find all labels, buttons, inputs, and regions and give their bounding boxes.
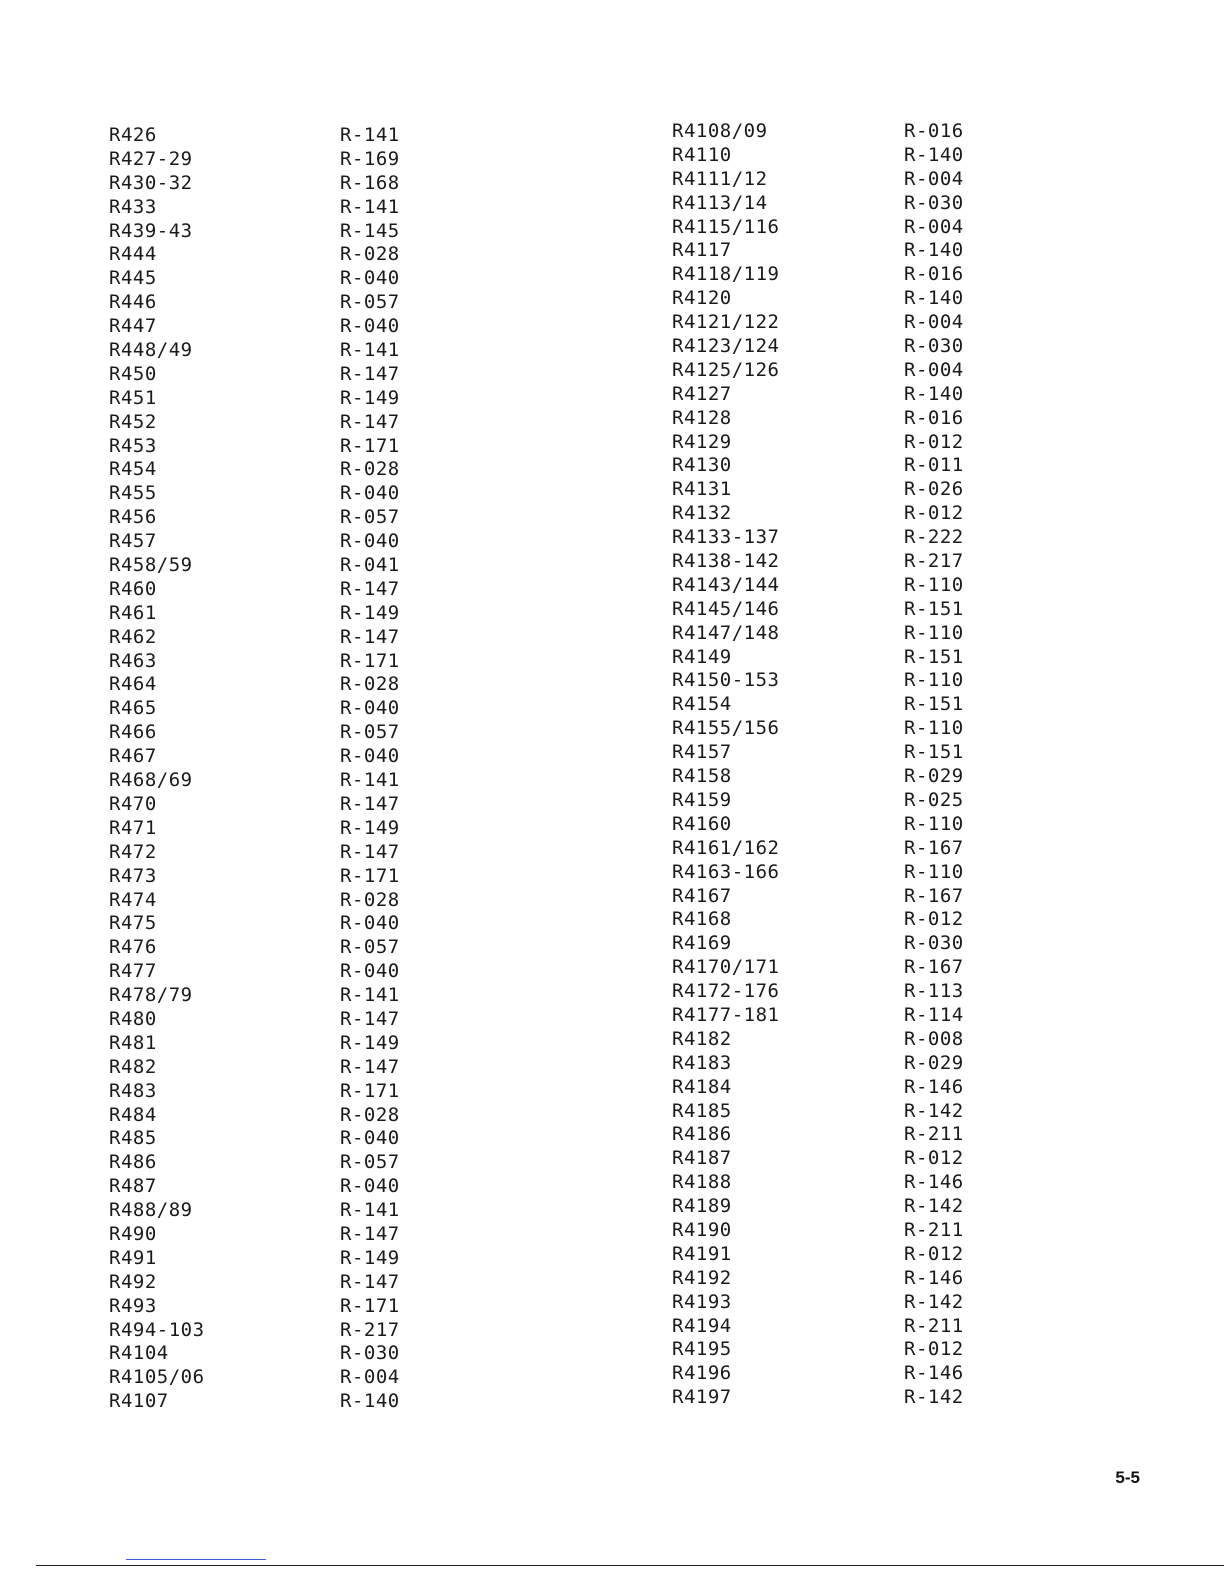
reference-designator: R430-32	[109, 171, 193, 194]
reference-designator: R4149	[672, 645, 732, 668]
part-number: R-211	[904, 1218, 964, 1241]
part-number: R-142	[904, 1099, 964, 1122]
reference-designator: R4125/126	[672, 358, 780, 381]
part-number: R-142	[904, 1290, 964, 1313]
reference-designator: R4177-181	[672, 1003, 780, 1026]
reference-designator: R4158	[672, 765, 732, 788]
part-number: R-147	[340, 1055, 400, 1078]
part-number: R-012	[904, 908, 964, 931]
reference-designator: R471	[109, 816, 157, 839]
part-number: R-110	[904, 669, 964, 692]
part-number: R-028	[340, 888, 400, 911]
reference-designator: R474	[109, 888, 157, 911]
part-number: R-168	[340, 171, 400, 194]
reference-designator: R4155/156	[672, 717, 780, 740]
part-number: R-141	[340, 195, 400, 218]
reference-designator: R4197	[672, 1386, 732, 1409]
reference-designator: R4191	[672, 1242, 732, 1265]
part-number: R-141	[340, 769, 400, 792]
reference-designator: R439-43	[109, 219, 193, 242]
part-number: R-151	[904, 693, 964, 716]
reference-designator: R447	[109, 315, 157, 338]
reference-designator: R467	[109, 745, 157, 768]
reference-designator: R4184	[672, 1075, 732, 1098]
part-number: R-171	[340, 864, 400, 887]
part-number: R-171	[340, 649, 400, 672]
reference-designator: R4105/06	[109, 1366, 205, 1389]
reference-designator: R475	[109, 912, 157, 935]
reference-designator: R4120	[672, 287, 732, 310]
reference-designator: R4172-176	[672, 980, 780, 1003]
reference-designator: R4183	[672, 1051, 732, 1074]
reference-designator: R485	[109, 1127, 157, 1150]
reference-designator: R4147/148	[672, 621, 780, 644]
part-number: R-057	[340, 936, 400, 959]
reference-designator: R483	[109, 1079, 157, 1102]
reference-designator: R4160	[672, 812, 732, 835]
part-number: R-040	[340, 960, 400, 983]
part-number: R-171	[340, 434, 400, 457]
reference-designator: R4192	[672, 1266, 732, 1289]
reference-designator: R4123/124	[672, 335, 780, 358]
part-number: R-016	[904, 120, 964, 142]
reference-designator: R4163-166	[672, 860, 780, 883]
part-number: R-004	[904, 167, 964, 190]
reference-designator: R4154	[672, 693, 732, 716]
reference-designator: R4150-153	[672, 669, 780, 692]
part-number: R-012	[904, 1242, 964, 1265]
reference-designator: R445	[109, 267, 157, 290]
part-number: R-146	[904, 1075, 964, 1098]
reference-designator: R470	[109, 792, 157, 815]
part-number: R-040	[340, 697, 400, 720]
part-number: R-110	[904, 717, 964, 740]
reference-designator: R465	[109, 697, 157, 720]
reference-designator: R4108/09	[672, 120, 768, 142]
part-number: R-167	[904, 884, 964, 907]
left-reference-column	[109, 124, 205, 1414]
reference-designator: R460	[109, 577, 157, 600]
part-number: R-004	[904, 358, 964, 381]
part-number: R-147	[340, 410, 400, 433]
part-number: R-149	[340, 1246, 400, 1269]
reference-designator: R4182	[672, 1027, 732, 1050]
reference-designator: R482	[109, 1055, 157, 1078]
reference-designator: R456	[109, 506, 157, 529]
part-number: R-016	[904, 406, 964, 429]
part-number: R-149	[340, 386, 400, 409]
reference-designator: R4138-142	[672, 550, 780, 573]
part-number: R-110	[904, 812, 964, 835]
reference-designator: R4188	[672, 1171, 732, 1194]
reference-designator: R4161/162	[672, 836, 780, 859]
part-number: R-147	[340, 792, 400, 815]
reference-designator: R4143/144	[672, 573, 780, 596]
reference-designator: R4127	[672, 382, 732, 405]
reference-designator: R493	[109, 1294, 157, 1317]
part-number: R-142	[904, 1195, 964, 1218]
reference-designator: R4121/122	[672, 311, 780, 334]
reference-designator: R4190	[672, 1218, 732, 1241]
reference-designator: R488/89	[109, 1199, 193, 1222]
reference-designator: R4194	[672, 1314, 732, 1337]
reference-designator: R452	[109, 410, 157, 433]
reference-designator: R478/79	[109, 984, 193, 1007]
part-number: R-057	[340, 721, 400, 744]
reference-designator: R4118/119	[672, 263, 780, 286]
part-number: R-147	[340, 362, 400, 385]
reference-designator: R4169	[672, 932, 732, 955]
part-number: R-030	[904, 932, 964, 955]
part-number: R-217	[340, 1318, 400, 1341]
right-reference-column	[672, 120, 779, 1410]
part-number: R-028	[340, 458, 400, 481]
reference-designator: R484	[109, 1103, 157, 1126]
part-number: R-040	[340, 482, 400, 505]
reference-designator: R4168	[672, 908, 732, 931]
reference-designator: R4185	[672, 1099, 732, 1122]
part-number: R-110	[904, 573, 964, 596]
reference-designator: R454	[109, 458, 157, 481]
part-number: R-030	[340, 1342, 400, 1365]
reference-designator: R462	[109, 625, 157, 648]
part-number: R-011	[904, 454, 964, 477]
part-number: R-217	[904, 550, 964, 573]
part-number: R-145	[340, 219, 400, 242]
reference-designator: R4131	[672, 478, 732, 501]
reference-designator: R4110	[672, 143, 732, 166]
reference-designator: R450	[109, 362, 157, 385]
reference-designator: R4186	[672, 1123, 732, 1146]
part-number: R-012	[904, 1147, 964, 1170]
reference-designator: R491	[109, 1246, 157, 1269]
reference-designator: R463	[109, 649, 157, 672]
part-number: R-211	[904, 1314, 964, 1337]
reference-designator: R4170/171	[672, 956, 780, 979]
part-number: R-167	[904, 956, 964, 979]
right-part-number-column	[904, 120, 964, 1410]
part-number: R-012	[904, 1338, 964, 1361]
part-number: R-211	[904, 1123, 964, 1146]
part-number: R-040	[340, 315, 400, 338]
part-number: R-147	[340, 1222, 400, 1245]
reference-designator: R4113/14	[672, 191, 768, 214]
reference-designator: R466	[109, 721, 157, 744]
part-number: R-147	[340, 1270, 400, 1293]
part-number: R-147	[340, 1007, 400, 1030]
part-number: R-146	[904, 1266, 964, 1289]
reference-designator: R4128	[672, 406, 732, 429]
part-number: R-040	[340, 745, 400, 768]
reference-designator: R458/59	[109, 554, 193, 577]
part-number: R-004	[340, 1366, 400, 1389]
part-number: R-171	[340, 1079, 400, 1102]
part-number: R-151	[904, 645, 964, 668]
part-number: R-113	[904, 980, 964, 1003]
part-number: R-028	[340, 673, 400, 696]
part-number: R-026	[904, 478, 964, 501]
part-number: R-149	[340, 816, 400, 839]
reference-designator: R481	[109, 1031, 157, 1054]
part-number: R-016	[904, 263, 964, 286]
part-number: R-141	[340, 984, 400, 1007]
reference-designator: R494-103	[109, 1318, 205, 1341]
reference-designator: R446	[109, 291, 157, 314]
part-number: R-141	[340, 1199, 400, 1222]
reference-designator: R4104	[109, 1342, 169, 1365]
part-number: R-169	[340, 147, 400, 170]
reference-designator: R4117	[672, 239, 732, 262]
part-number: R-030	[904, 191, 964, 214]
part-number: R-147	[340, 840, 400, 863]
reference-designator: R477	[109, 960, 157, 983]
part-number: R-110	[904, 860, 964, 883]
reference-designator: R4111/12	[672, 167, 768, 190]
part-number: R-142	[904, 1386, 964, 1409]
reference-designator: R4195	[672, 1338, 732, 1361]
reference-designator: R451	[109, 386, 157, 409]
part-number: R-147	[340, 625, 400, 648]
footer-link-underline	[126, 1559, 266, 1560]
part-number: R-151	[904, 741, 964, 764]
reference-designator: R427-29	[109, 147, 193, 170]
part-number: R-167	[904, 836, 964, 859]
reference-designator: R457	[109, 530, 157, 553]
reference-designator: R480	[109, 1007, 157, 1030]
reference-designator: R4167	[672, 884, 732, 907]
reference-designator: R453	[109, 434, 157, 457]
reference-designator: R4193	[672, 1290, 732, 1313]
reference-designator: R4129	[672, 430, 732, 453]
reference-designator: R426	[109, 124, 157, 146]
reference-designator: R4115/116	[672, 215, 780, 238]
part-number: R-025	[904, 788, 964, 811]
part-number: R-151	[904, 597, 964, 620]
part-number: R-029	[904, 1051, 964, 1074]
part-number: R-004	[904, 311, 964, 334]
part-number: R-149	[340, 601, 400, 624]
reference-designator: R4187	[672, 1147, 732, 1170]
reference-designator: R4132	[672, 502, 732, 525]
part-number: R-140	[904, 143, 964, 166]
part-number: R-171	[340, 1294, 400, 1317]
part-number: R-028	[340, 243, 400, 266]
part-number: R-147	[340, 577, 400, 600]
part-number: R-110	[904, 621, 964, 644]
reference-designator: R4130	[672, 454, 732, 477]
part-number: R-004	[904, 215, 964, 238]
part-number: R-140	[904, 382, 964, 405]
part-number: R-141	[340, 339, 400, 362]
part-number: R-140	[904, 287, 964, 310]
part-number: R-028	[340, 1103, 400, 1126]
part-number: R-140	[904, 239, 964, 262]
part-number: R-040	[340, 530, 400, 553]
part-number: R-012	[904, 502, 964, 525]
reference-designator: R476	[109, 936, 157, 959]
reference-designator: R472	[109, 840, 157, 863]
reference-designator: R4157	[672, 741, 732, 764]
left-part-number-column	[340, 124, 400, 1414]
part-number: R-057	[340, 1151, 400, 1174]
page-number: 5-5	[1115, 1468, 1140, 1487]
reference-designator: R4145/146	[672, 597, 780, 620]
part-number: R-057	[340, 506, 400, 529]
reference-designator: R487	[109, 1175, 157, 1198]
reference-designator: R455	[109, 482, 157, 505]
reference-designator: R448/49	[109, 339, 193, 362]
part-number: R-140	[340, 1390, 400, 1413]
part-number: R-040	[340, 1175, 400, 1198]
part-number: R-029	[904, 765, 964, 788]
reference-designator: R444	[109, 243, 157, 266]
part-number: R-040	[340, 267, 400, 290]
part-number: R-008	[904, 1027, 964, 1050]
reference-designator: R433	[109, 195, 157, 218]
part-number: R-041	[340, 554, 400, 577]
part-number: R-012	[904, 430, 964, 453]
part-number: R-040	[340, 1127, 400, 1150]
part-number: R-114	[904, 1003, 964, 1026]
reference-designator: R464	[109, 673, 157, 696]
part-number: R-149	[340, 1031, 400, 1054]
part-number: R-141	[340, 124, 400, 146]
footer-rule	[36, 1565, 1224, 1566]
reference-designator: R468/69	[109, 769, 193, 792]
reference-designator: R4107	[109, 1390, 169, 1413]
part-number: R-222	[904, 526, 964, 549]
reference-designator: R4133-137	[672, 526, 780, 549]
part-number: R-146	[904, 1171, 964, 1194]
part-number: R-030	[904, 335, 964, 358]
reference-designator: R461	[109, 601, 157, 624]
part-number: R-146	[904, 1362, 964, 1385]
reference-designator: R490	[109, 1222, 157, 1245]
reference-designator: R4159	[672, 788, 732, 811]
reference-designator: R4189	[672, 1195, 732, 1218]
part-number: R-057	[340, 291, 400, 314]
part-number: R-040	[340, 912, 400, 935]
reference-designator: R486	[109, 1151, 157, 1174]
reference-designator: R4196	[672, 1362, 732, 1385]
reference-designator: R473	[109, 864, 157, 887]
reference-designator: R492	[109, 1270, 157, 1293]
